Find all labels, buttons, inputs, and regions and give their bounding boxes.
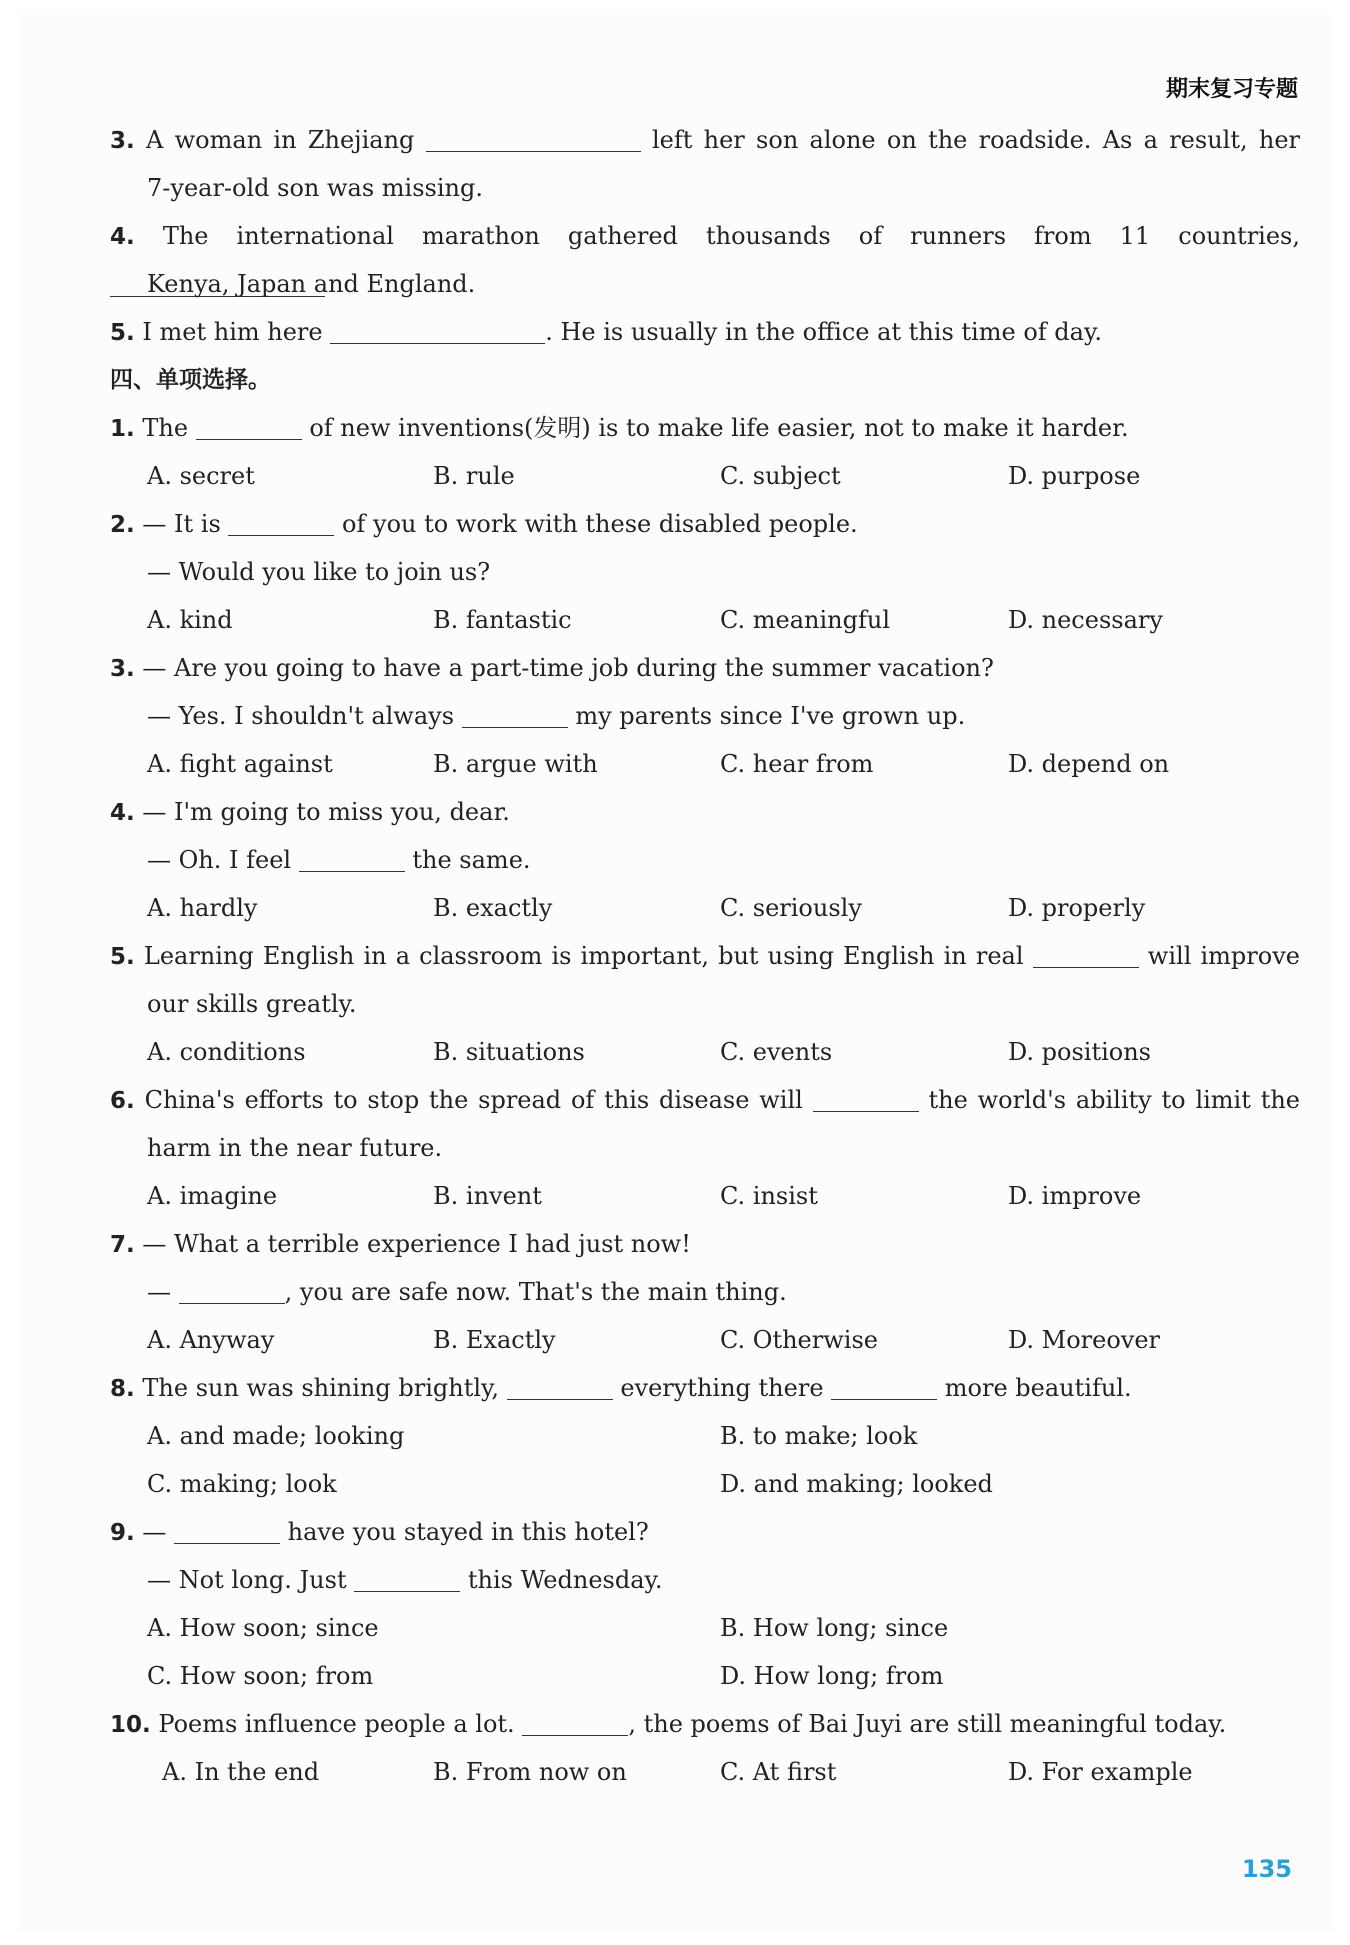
options-row: [110, 740, 1300, 788]
question-line: 1. The of new inventions(发明) is to make life easier, not to make it harder.: [110, 404, 1300, 452]
page-header: 期末复习专题: [1165, 77, 1298, 102]
answer-blank[interactable]: [179, 1275, 285, 1304]
options-row: [110, 884, 1300, 932]
option-d[interactable]: D. depend on: [1008, 750, 1170, 778]
question-line: 7-year-old son was missing.: [147, 174, 483, 202]
question-line: 2. — It is of you to work with these disabled people.: [110, 500, 1300, 548]
option-c[interactable]: C. Otherwise: [720, 1326, 878, 1354]
question-line: our skills greatly.: [147, 990, 357, 1018]
option-a[interactable]: A. kind: [147, 606, 233, 634]
question-line: — , you are safe now. That's the main thing.: [110, 1268, 1300, 1316]
option-d[interactable]: D. necessary: [1008, 606, 1163, 634]
answer-blank[interactable]: [522, 1707, 628, 1736]
option-c[interactable]: C. How soon; from: [147, 1662, 374, 1690]
options-row: [110, 1172, 1300, 1220]
option-a[interactable]: A. hardly: [147, 894, 258, 922]
option-c[interactable]: C. making; look: [147, 1470, 337, 1498]
question-line: 4. — I'm going to miss you, dear.: [110, 798, 510, 826]
option-b[interactable]: B. fantastic: [433, 606, 572, 634]
option-b[interactable]: B. invent: [433, 1182, 542, 1210]
options-row: [110, 1412, 1300, 1460]
options-row: [110, 452, 1300, 500]
option-d[interactable]: D. and making; looked: [720, 1470, 993, 1498]
option-a[interactable]: A. imagine: [147, 1182, 278, 1210]
question-line: 5. I met him here . He is usually in the office at this time of day.: [110, 308, 1300, 356]
option-b[interactable]: B. rule: [433, 462, 515, 490]
option-c[interactable]: C. events: [720, 1038, 833, 1066]
option-c[interactable]: C. seriously: [720, 894, 862, 922]
option-a[interactable]: A. Anyway: [147, 1326, 275, 1354]
option-b[interactable]: B. exactly: [433, 894, 553, 922]
answer-blank[interactable]: [1033, 939, 1139, 968]
option-b[interactable]: B. How long; since: [720, 1614, 949, 1642]
answer-blank[interactable]: [507, 1371, 613, 1400]
answer-blank[interactable]: [228, 507, 334, 536]
option-b[interactable]: B. situations: [433, 1038, 585, 1066]
question-line: — Oh. I feel the same.: [110, 836, 1300, 884]
options-row: [110, 1460, 1300, 1508]
worksheet-content: [110, 116, 1300, 1796]
option-c[interactable]: C. At first: [720, 1758, 837, 1786]
option-b[interactable]: B. From now on: [433, 1758, 627, 1786]
option-d[interactable]: D. For example: [1008, 1758, 1193, 1786]
option-d[interactable]: D. Moreover: [1008, 1326, 1161, 1354]
question-line: 3. A woman in Zhejiang left her son alone on the roadside. As a result, her: [110, 116, 1300, 164]
option-c[interactable]: C. meaningful: [720, 606, 891, 634]
option-c[interactable]: C. hear from: [720, 750, 874, 778]
option-b[interactable]: B. to make; look: [720, 1422, 918, 1450]
question-line: Kenya, Japan and England.: [147, 270, 476, 298]
option-b[interactable]: B. argue with: [433, 750, 598, 778]
question-line: 5. Learning English in a classroom is important, but using English in real will improve: [110, 932, 1300, 980]
question-line: 4. The international marathon gathered thousands of runners from 11 countries,: [110, 212, 1300, 260]
answer-blank[interactable]: [330, 315, 545, 344]
option-d[interactable]: D. How long; from: [720, 1662, 944, 1690]
option-a[interactable]: A. In the end: [162, 1758, 320, 1786]
section-title: 四、单项选择。: [110, 367, 271, 393]
option-d[interactable]: D. purpose: [1008, 462, 1141, 490]
options-row: [110, 1748, 1300, 1796]
option-d[interactable]: D. properly: [1008, 894, 1146, 922]
question-line: — Yes. I shouldn't always my parents since I've grown up.: [110, 692, 1300, 740]
option-c[interactable]: C. insist: [720, 1182, 818, 1210]
answer-blank[interactable]: [813, 1083, 919, 1112]
question-line: — Would you like to join us?: [147, 558, 491, 586]
options-row: [110, 596, 1300, 644]
question-line: harm in the near future.: [147, 1134, 443, 1162]
answer-blank[interactable]: [174, 1515, 280, 1544]
answer-blank[interactable]: [354, 1563, 460, 1592]
option-a[interactable]: A. and made; looking: [147, 1422, 405, 1450]
option-a[interactable]: A. How soon; since: [147, 1614, 379, 1642]
question-line: 3. — Are you going to have a part-time job during the summer vacation?: [110, 654, 994, 682]
option-a[interactable]: A. secret: [147, 462, 255, 490]
options-row: [110, 1316, 1300, 1364]
answer-blank[interactable]: [426, 123, 641, 152]
options-row: [110, 1652, 1300, 1700]
question-line: 9. — have you stayed in this hotel?: [110, 1508, 1300, 1556]
page-number: 135: [1241, 1855, 1292, 1883]
question-line: 10. Poems influence people a lot. , the poems of Bai Juyi are still meaningful today.: [110, 1700, 1300, 1748]
option-a[interactable]: A. conditions: [147, 1038, 306, 1066]
option-a[interactable]: A. fight against: [147, 750, 333, 778]
question-line: 6. China's efforts to stop the spread of this disease will the world's ability to limit the: [110, 1076, 1300, 1124]
option-b[interactable]: B. Exactly: [433, 1326, 556, 1354]
question-line: — Not long. Just this Wednesday.: [110, 1556, 1300, 1604]
option-d[interactable]: D. positions: [1008, 1038, 1151, 1066]
answer-blank[interactable]: [196, 411, 302, 440]
option-c[interactable]: C. subject: [720, 462, 841, 490]
question-line: 7. — What a terrible experience I had just now!: [110, 1230, 691, 1258]
answer-blank[interactable]: [462, 699, 568, 728]
options-row: [110, 1028, 1300, 1076]
options-row: [110, 1604, 1300, 1652]
answer-blank[interactable]: [831, 1371, 937, 1400]
question-line: 8. The sun was shining brightly, everything there more beautiful.: [110, 1364, 1300, 1412]
answer-blank[interactable]: [299, 843, 405, 872]
option-d[interactable]: D. improve: [1008, 1182, 1142, 1210]
